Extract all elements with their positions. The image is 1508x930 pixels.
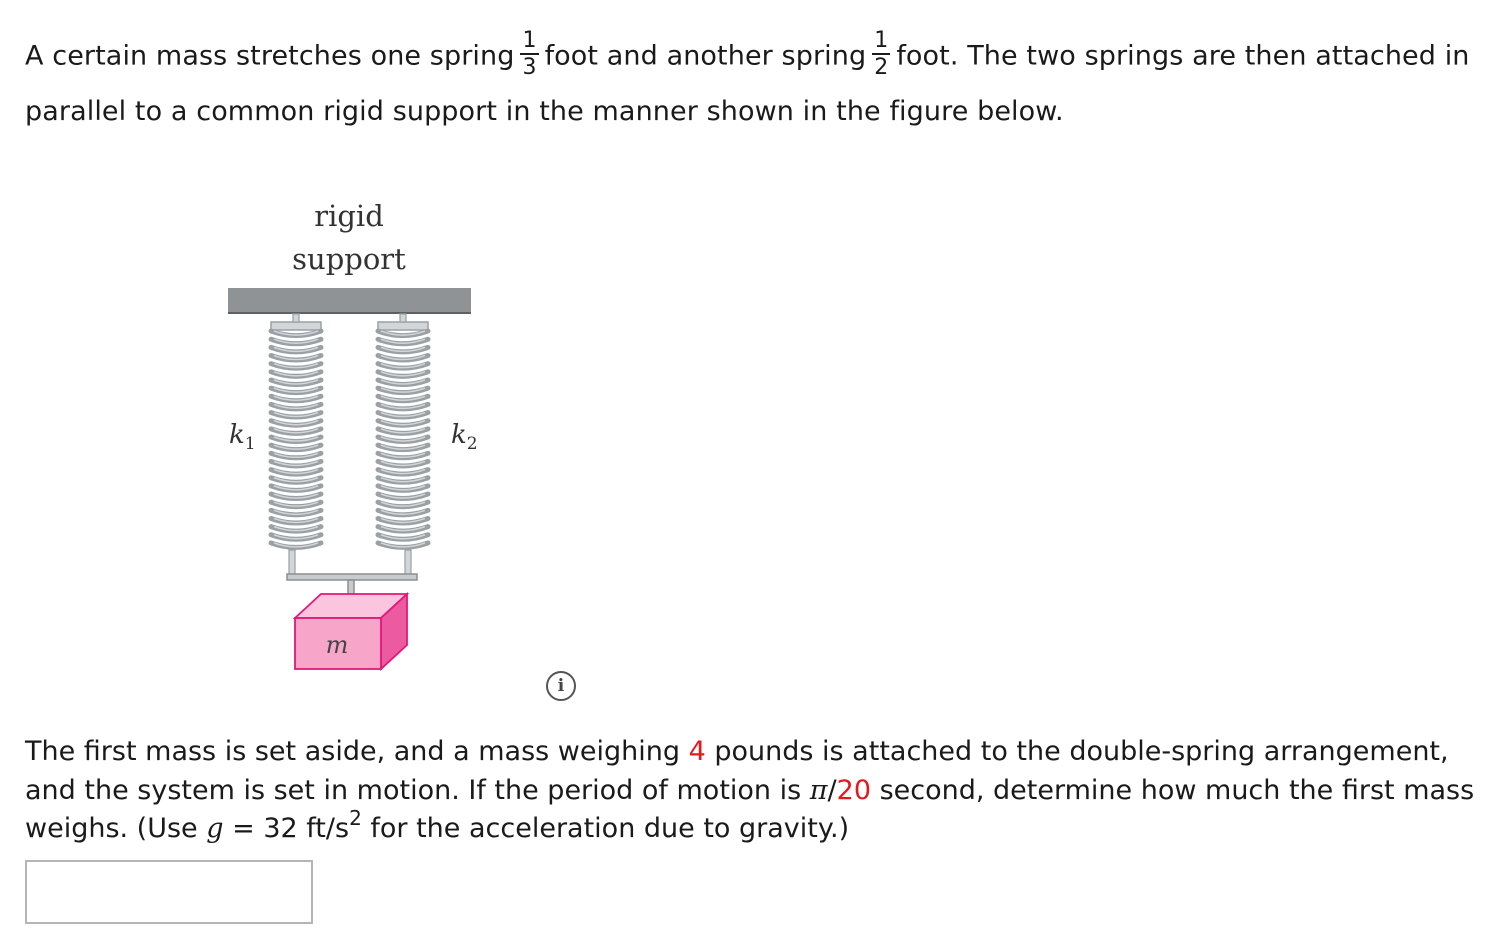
period-denominator-value: 20	[836, 774, 871, 806]
exponent: 2	[349, 806, 362, 830]
question-text-s3: second, determine how much the first mass weighs. (Use	[25, 774, 1475, 844]
question-text-b: foot and another spring	[544, 40, 867, 72]
slash: /	[827, 774, 837, 806]
rigid-support-label-line1: rigid	[314, 199, 384, 233]
spring-k1-label: $k_1$	[229, 420, 256, 454]
fraction-denominator: 2	[874, 55, 889, 80]
pi-symbol: π	[809, 774, 828, 806]
spreader-bar	[287, 574, 417, 580]
question-text-s5: for the acceleration due to gravity.)	[361, 813, 850, 844]
spring-k1	[271, 314, 321, 578]
question-text-a: A certain mass stretches one spring	[25, 40, 515, 72]
question-text-c: foot. The two springs are then attached in	[896, 40, 1470, 72]
fraction-denominator: 3	[522, 55, 537, 80]
question-text-s2: pounds is attached to the double-spring arrangement, and the system is set in motion. If the period of motion is	[25, 736, 1449, 806]
question-text-s4: = 32 ft/s	[223, 813, 350, 844]
rigid-support-label-line2: support	[292, 242, 406, 276]
question-text-s1: The first mass is set aside, and a mass weighing	[25, 736, 689, 767]
fraction-one-third	[520, 29, 538, 79]
fraction-numerator: 1	[522, 28, 537, 53]
spring-k2	[378, 314, 428, 578]
info-icon[interactable]: i	[546, 671, 576, 701]
question-text-part2	[25, 733, 1485, 849]
rigid-support-bar	[228, 288, 471, 313]
weight-value: 4	[688, 736, 706, 767]
fraction-one-half	[872, 29, 890, 79]
answer-input[interactable]	[25, 860, 313, 924]
g-symbol: g	[206, 813, 224, 844]
mass-label: m	[325, 631, 349, 659]
question-text-line1	[25, 28, 1470, 82]
fraction-numerator: 1	[874, 28, 889, 53]
spring-k2-label: $k_2$	[451, 420, 478, 454]
question-text-line2: parallel to a common rigid support in the manner shown in the figure below.	[25, 96, 1064, 127]
spring-figure	[215, 190, 495, 680]
